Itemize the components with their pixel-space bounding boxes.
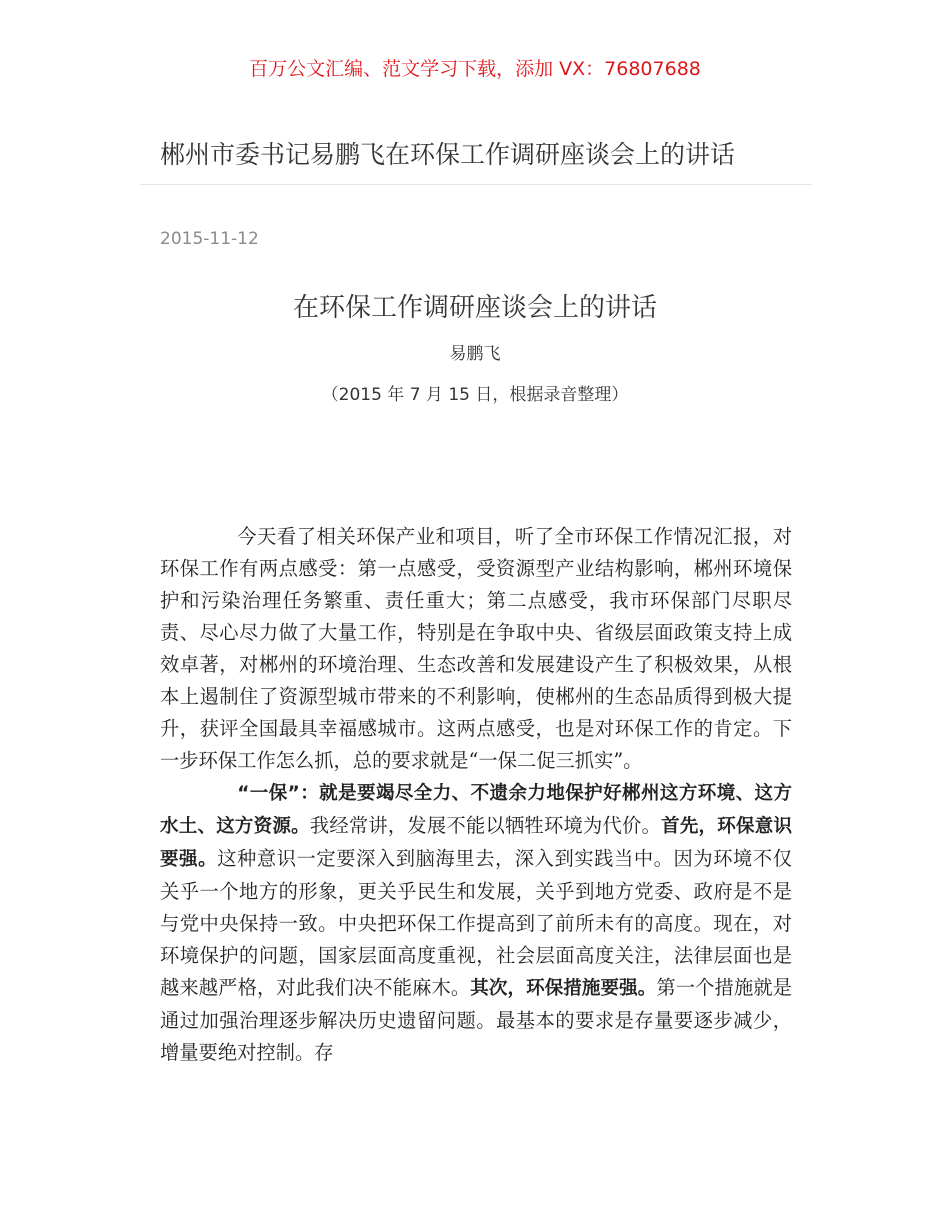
- paragraph-intro: 今天看了相关环保产业和项目，听了全市环保工作情况汇报，对环保工作有两点感受：第一点感受，受资源型产业结构影响，郴州环境保护和污染治理任务繁重、责任重大；第二点感受，我市环保部门尽职尽责、尽心尽力做了大量工作，特别是在争取中央、省级层面政策支持上成效卓著，对郴州的环境治理、生态改善和发展建设产生了积极效果，从根本上遏制住了资源型城市带来的不利影响，使郴州的生态品质得到极大提升，获评全国最具幸福感城市。这两点感受，也是对环保工作的肯定。下一步环保工作怎么抓，总的要求就是“一保二促三抓实”。: [160, 525, 792, 772]
- second-point-text: 第一个措施就是通过加强治理逐步解决历史遗留问题。最基本的要求是存量要逐步减少，增量要绝对控制。存: [160, 976, 793, 1064]
- paragraph-yibao: [160, 777, 792, 1069]
- document-author: 易鹏飞: [449, 344, 501, 364]
- document-heading: 在环保工作调研座谈会上的讲话: [292, 293, 657, 323]
- second-point-heading: 其次，环保措施要强。: [470, 978, 657, 999]
- yibao-heading: “一保”：就是要竭尽全力、不遗余力地保护好郴州这方环境、这方水土、这方资源。: [160, 783, 792, 837]
- publish-date: 2015-11-12: [160, 229, 259, 249]
- article-title: 郴州市委书记易鹏飞在环保工作调研座谈会上的讲话: [160, 140, 736, 169]
- first-point-heading: 首先，环保意识要强。: [160, 816, 792, 870]
- document-date-note: （2015 年 7 月 15 日，根据录音整理）: [321, 385, 629, 405]
- document-body: [160, 521, 792, 1069]
- title-divider: [140, 184, 812, 185]
- yibao-text: 我经常讲，发展不能以牺牲环境为代价。: [309, 814, 662, 837]
- first-point-text: 这种意识一定要深入到脑海里去，深入到实践当中。因为环境不仅关乎一个地方的形象，更关乎民生和发展，关乎到地方党委、政府是不是与党中央保持一致。中央把环保工作提高到了前所未有的高度。现在，对环境保护的问题，国家层面高度重视，社会层面高度关注，法律层面也是越来越严格，对此我们决不能麻木。: [160, 847, 792, 999]
- promo-banner: 百万公文汇编、范文学习下载，添加 VX：76807688: [249, 58, 701, 80]
